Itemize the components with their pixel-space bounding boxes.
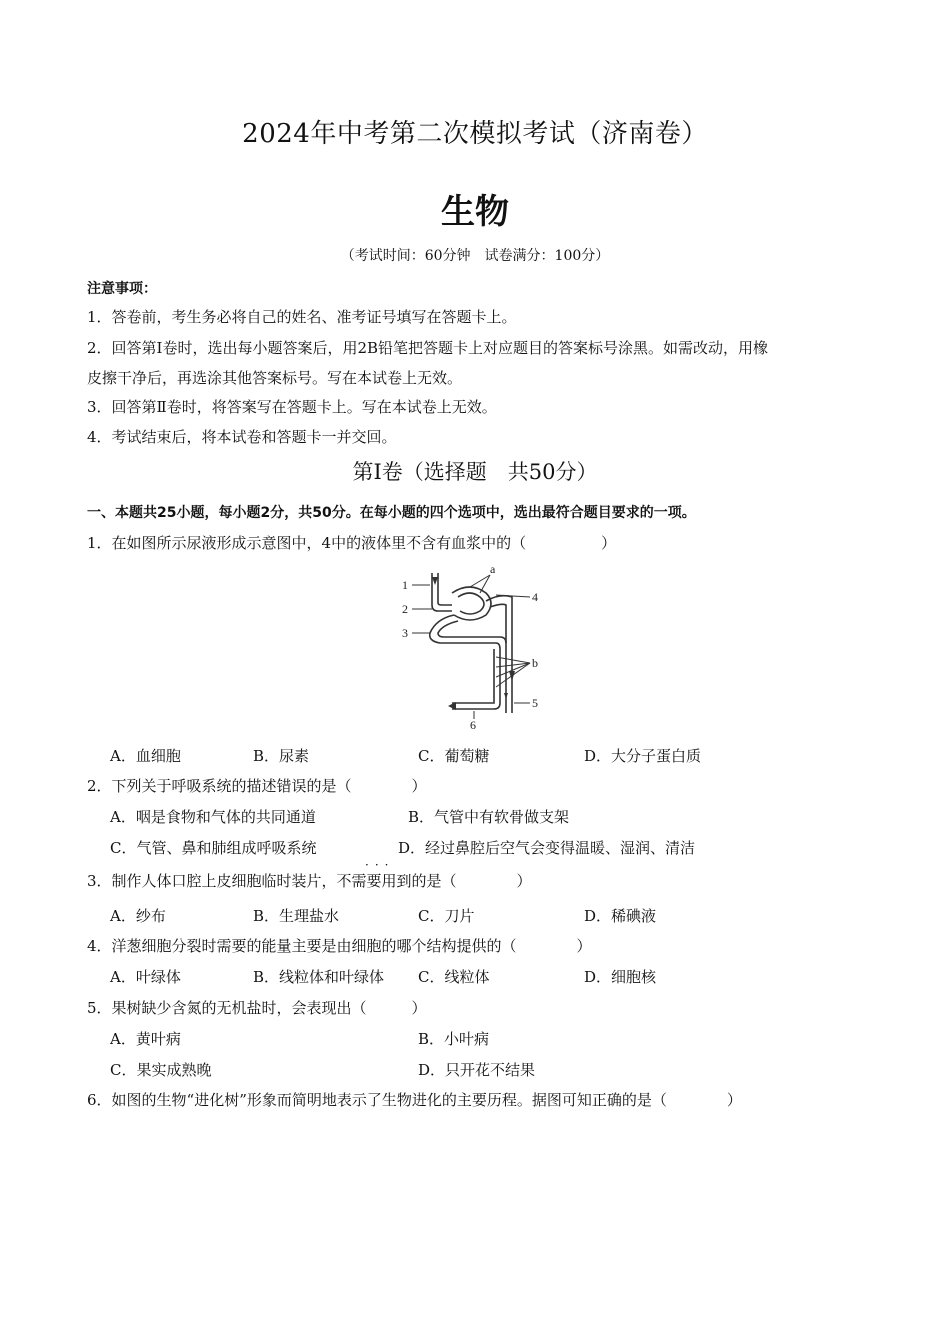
- exam-info: （考试时间：60分钟 试卷满分：100分）: [340, 248, 610, 264]
- diagram-label: 2: [402, 602, 408, 616]
- urine-formation-diagram: [400, 563, 550, 733]
- diagram-label: b: [532, 656, 538, 670]
- option-b: B．尿素: [253, 747, 310, 765]
- diagram-label: 5: [532, 696, 538, 710]
- question-stem: 6．如图的生物“进化树”形象而简明地表示了生物进化的主要历程。据图可知正确的是（ ）: [87, 1091, 742, 1109]
- diagram-label: 1: [402, 578, 408, 592]
- option-a: A．黄叶病: [110, 1030, 181, 1048]
- option-d: D．大分子蛋白质: [584, 747, 702, 765]
- note-item: 3．回答第Ⅱ卷时，将答案写在答题卡上。写在本试卷上无效。: [87, 398, 497, 416]
- option-d: D．细胞核: [584, 968, 657, 986]
- option-a: A．纱布: [110, 907, 166, 925]
- option-d: D．只开花不结果: [418, 1061, 536, 1079]
- option-d: D．经过鼻腔后空气会变得温暖、湿润、清洁: [398, 839, 696, 857]
- section-title: 第Ⅰ卷（选择题 共50分）: [352, 460, 598, 484]
- question-stem: 2．下列关于呼吸系统的描述错误的是（ ）: [87, 777, 427, 795]
- option-a: A．血细胞: [110, 747, 181, 765]
- option-c: C．刀片: [418, 907, 475, 925]
- option-b: B．小叶病: [418, 1030, 490, 1048]
- diagram-label: 4: [532, 590, 538, 604]
- option-a: A．咽是食物和气体的共同通道: [110, 808, 316, 826]
- question-stem: 3．制作人体口腔上皮细胞临时装片，不需要用到的是（ ）: [87, 872, 532, 890]
- note-item: 皮擦干净后，再选涂其他答案标号。写在本试卷上无效。: [87, 369, 463, 387]
- option-c: C．气管、鼻和肺组成呼吸系统: [110, 839, 317, 857]
- diagram-label: 6: [470, 718, 476, 732]
- subject-title: 生物: [441, 192, 509, 232]
- emphasis-dots: ···: [365, 858, 395, 872]
- option-d: D．稀碘液: [584, 907, 657, 925]
- question-stem: 1．在如图所示尿液形成示意图中，4中的液体里不含有血浆中的（ ）: [87, 534, 617, 552]
- option-c: C．葡萄糖: [418, 747, 490, 765]
- note-item: 4．考试结束后，将本试卷和答题卡一并交回。: [87, 428, 397, 446]
- option-b: B．气管中有软骨做支架: [408, 808, 570, 826]
- note-item: 2．回答第Ⅰ卷时，选出每小题答案后，用2B铅笔把答题卡上对应题目的答案标号涂黑。如需改动，用橡: [87, 339, 769, 357]
- question-stem: 4．洋葱细胞分裂时需要的能量主要是由细胞的哪个结构提供的（ ）: [87, 937, 592, 955]
- exam-title: 2024年中考第二次模拟考试（济南卷）: [242, 119, 708, 149]
- option-b: B．生理盐水: [253, 907, 340, 925]
- notes-heading: 注意事项：: [87, 281, 157, 297]
- option-c: C．果实成熟晚: [110, 1061, 212, 1079]
- diagram-label: a: [490, 563, 496, 576]
- question-stem: 5．果树缺少含氮的无机盐时，会表现出（ ）: [87, 999, 427, 1017]
- option-b: B．线粒体和叶绿体: [253, 968, 385, 986]
- note-item: 1．答卷前，考生务必将自己的姓名、准考证号填写在答题卡上。: [87, 308, 517, 326]
- section-intro: 一、本题共25小题，每小题2分，共50分。在每小题的四个选项中，选出最符合题目要求的一项。: [87, 505, 696, 521]
- option-a: A．叶绿体: [110, 968, 181, 986]
- option-c: C．线粒体: [418, 968, 490, 986]
- diagram-label: 3: [402, 626, 408, 640]
